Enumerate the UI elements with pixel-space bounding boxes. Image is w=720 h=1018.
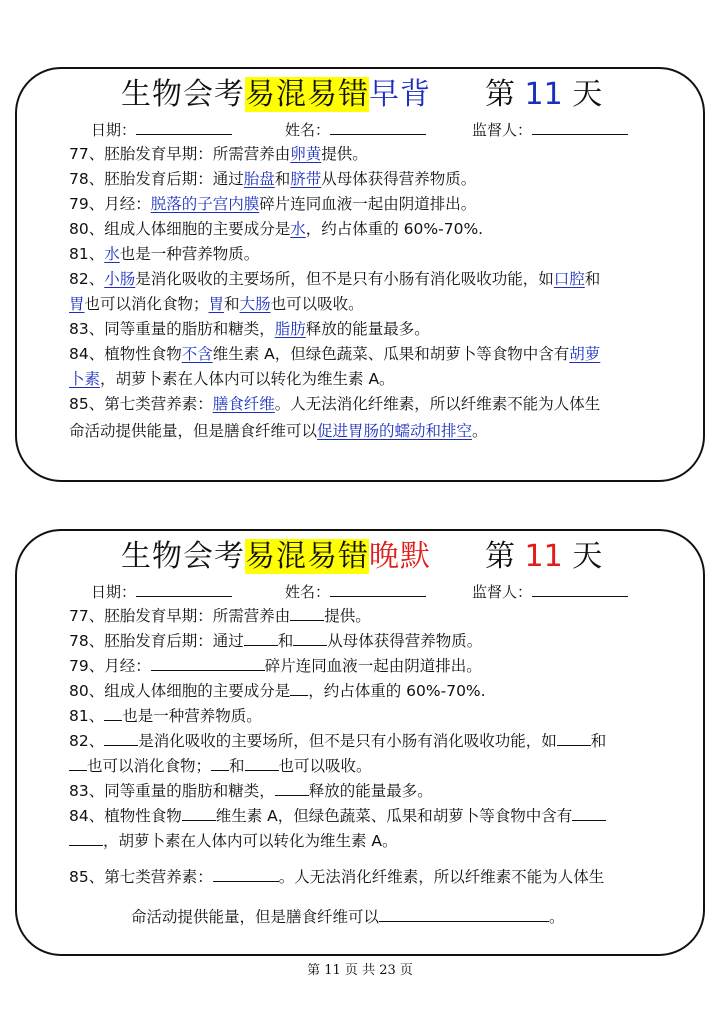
text-segment: 82、 xyxy=(69,270,105,288)
blank-slot[interactable] xyxy=(245,755,279,771)
meta-row xyxy=(17,580,703,604)
item-84-cont xyxy=(69,829,398,853)
morning-recite-card xyxy=(15,67,705,482)
blank-slot[interactable] xyxy=(211,755,229,771)
answer: 脂肪 xyxy=(274,320,306,338)
blank-slot[interactable] xyxy=(275,780,309,796)
answer: 口腔 xyxy=(553,270,585,288)
text-segment: ，约占体重的 60%-70%. xyxy=(305,220,484,238)
text-segment: 从母体获得营养物质。 xyxy=(321,170,477,188)
answer: 脱落的子宫内膜 xyxy=(150,195,260,213)
blank-slot[interactable] xyxy=(572,805,606,821)
text-segment: 是消化吸收的主要场所，但不是只有小肠有消化吸收功能，如 xyxy=(138,732,557,750)
text-segment: 释放的能量最多。 xyxy=(305,320,430,338)
answer: 胃 xyxy=(69,295,85,313)
answer: 水 xyxy=(104,245,120,263)
meta-row xyxy=(17,118,703,142)
blank-slot[interactable] xyxy=(293,630,327,646)
item-84-cont xyxy=(69,367,395,391)
blank-slot[interactable] xyxy=(104,705,122,721)
text-segment: 和 xyxy=(584,270,601,288)
text-segment: 释放的能量最多。 xyxy=(308,782,433,800)
text-segment: 85、第七类营养素： xyxy=(69,868,213,886)
item-81 xyxy=(69,704,262,728)
day-number: 11 xyxy=(524,77,563,112)
text-segment: 79、月经： xyxy=(69,195,151,213)
title-kind: 晚默 xyxy=(369,539,431,574)
item-85 xyxy=(69,392,600,416)
text-segment: 。人无法消化纤维素，所以纤维素不能为人体生 xyxy=(274,395,601,413)
blank-slot[interactable] xyxy=(151,655,265,671)
blank-slot[interactable] xyxy=(557,730,591,746)
text-segment: 命活动提供能量，但是膳食纤维可以 xyxy=(131,908,380,926)
text-segment: 79、月经： xyxy=(69,657,151,675)
text-segment: 80、组成人体细胞的主要成分是 xyxy=(69,220,291,238)
text-segment: 碎片连同血液一起由阴道排出。 xyxy=(259,195,477,213)
title-highlight: 易混易错 xyxy=(245,539,369,574)
blank-slot[interactable] xyxy=(290,605,324,621)
answer: 大肠 xyxy=(239,295,271,313)
text-segment: ，胡萝卜素在人体内可以转化为维生素 A。 xyxy=(100,370,395,388)
card-title-row xyxy=(17,535,703,577)
answer: 水 xyxy=(290,220,306,238)
text-segment: ，胡萝卜素在人体内可以转化为维生素 A。 xyxy=(103,832,398,850)
text-segment: 提供。 xyxy=(324,607,371,625)
item-79 xyxy=(69,654,482,678)
text-segment: ，约占体重的 60%-70%. xyxy=(308,682,486,700)
evening-dictation-card xyxy=(15,529,705,956)
text-segment: 和 xyxy=(590,732,607,750)
text-segment: 和 xyxy=(224,295,240,313)
date-field[interactable]: 日期： xyxy=(91,118,232,142)
item-81 xyxy=(69,242,259,266)
text-segment: 81、 xyxy=(69,707,105,725)
text-segment: 78、胚胎发育后期：通过 xyxy=(69,170,244,188)
item-82 xyxy=(69,267,600,291)
text-segment: 。 xyxy=(549,908,565,926)
text-segment: 77、胚胎发育早期：所需营养由 xyxy=(69,607,291,625)
blank-slot[interactable] xyxy=(379,906,549,922)
item-85 xyxy=(69,865,604,889)
item-80 xyxy=(69,217,483,241)
text-segment: 命活动提供能量，但是膳食纤维可以 xyxy=(69,422,318,440)
answer: 不含 xyxy=(181,345,213,363)
item-84 xyxy=(69,804,606,828)
text-segment: 提供。 xyxy=(321,145,368,163)
item-77 xyxy=(69,142,368,166)
text-segment: 78、胚胎发育后期：通过 xyxy=(69,632,244,650)
text-segment: 和 xyxy=(274,170,291,188)
text-segment: 是消化吸收的主要场所，但不是只有小肠有消化吸收功能，如 xyxy=(135,270,554,288)
text-segment: 85、第七类营养素： xyxy=(69,395,213,413)
answer: 卵黄 xyxy=(290,145,322,163)
blank-slot[interactable] xyxy=(69,755,87,771)
item-78 xyxy=(69,167,476,191)
text-segment: 。人无法消化纤维素，所以纤维素不能为人体生 xyxy=(278,868,605,886)
text-segment: 维生素 A，但绿色蔬菜、瓜果和胡萝卜等食物中含有 xyxy=(215,807,573,825)
day-label: 第 11 天 xyxy=(485,539,603,574)
card-title: 生物会考易混易错早背 xyxy=(121,77,431,112)
answer: 膳食纤维 xyxy=(212,395,275,413)
text-segment: 81、 xyxy=(69,245,105,263)
day-number: 11 xyxy=(524,539,563,574)
answer: 胃 xyxy=(208,295,225,313)
page-footer: 第 11 页 共 23 页 xyxy=(307,963,413,978)
text-segment: 83、同等重量的脂肪和糖类， xyxy=(69,782,275,800)
text-segment: 和 xyxy=(229,757,245,775)
title-highlight: 易混易错 xyxy=(245,77,369,112)
item-79 xyxy=(69,192,476,216)
text-segment: 也可以消化食物； xyxy=(84,295,209,313)
item-82 xyxy=(69,729,606,753)
blank-slot[interactable] xyxy=(182,805,216,821)
item-80 xyxy=(69,679,486,703)
supervisor-field[interactable]: 监督人： xyxy=(472,118,628,142)
supervisor-field[interactable]: 监督人： xyxy=(472,580,628,604)
item-83 xyxy=(69,317,430,341)
name-field[interactable]: 姓名： xyxy=(285,580,426,604)
name-field[interactable]: 姓名： xyxy=(285,118,426,142)
text-segment: 。 xyxy=(472,422,488,440)
blank-slot[interactable] xyxy=(290,680,308,696)
item-77 xyxy=(69,604,371,628)
item-82-cont xyxy=(69,292,364,316)
blank-slot[interactable] xyxy=(69,830,103,846)
item-78 xyxy=(69,629,482,653)
text-segment: 从母体获得营养物质。 xyxy=(327,632,483,650)
text-segment: 碎片连同血液一起由阴道排出。 xyxy=(264,657,482,675)
answer: 小肠 xyxy=(104,270,136,288)
text-segment: 也是一种营养物质。 xyxy=(119,245,260,263)
answer: 胡萝 xyxy=(569,345,601,363)
item-85-cont xyxy=(131,905,565,929)
text-segment: 84、植物性食物 xyxy=(69,807,182,825)
text-segment: 83、同等重量的脂肪和糖类， xyxy=(69,320,275,338)
item-85-cont xyxy=(69,419,488,443)
answer: 促进胃肠的蠕动和排空 xyxy=(317,422,473,440)
text-segment: 77、胚胎发育早期：所需营养由 xyxy=(69,145,291,163)
item-82-cont xyxy=(69,754,372,778)
item-84 xyxy=(69,342,600,366)
answer: 胎盘 xyxy=(243,170,275,188)
text-segment: 和 xyxy=(277,632,294,650)
text-segment: 80、组成人体细胞的主要成分是 xyxy=(69,682,291,700)
text-segment: 维生素 A，但绿色蔬菜、瓜果和胡萝卜等食物中含有 xyxy=(212,345,570,363)
text-segment: 也是一种营养物质。 xyxy=(122,707,262,725)
date-field[interactable]: 日期： xyxy=(91,580,232,604)
day-label: 第 11 天 xyxy=(485,77,603,112)
blank-slot[interactable] xyxy=(104,730,138,746)
text-segment: 84、植物性食物 xyxy=(69,345,182,363)
answer: 卜素 xyxy=(69,370,101,388)
blank-slot[interactable] xyxy=(213,866,279,882)
answer: 脐带 xyxy=(290,170,322,188)
text-segment: 也可以吸收。 xyxy=(270,295,364,313)
blank-slot[interactable] xyxy=(244,630,278,646)
text-segment: 也可以吸收。 xyxy=(278,757,372,775)
title-kind: 早背 xyxy=(369,77,431,112)
card-title-row xyxy=(17,73,703,115)
item-83 xyxy=(69,779,433,803)
card-title: 生物会考易混易错晚默 xyxy=(121,539,431,574)
text-segment: 也可以消化食物； xyxy=(87,757,212,775)
text-segment: 82、 xyxy=(69,732,105,750)
